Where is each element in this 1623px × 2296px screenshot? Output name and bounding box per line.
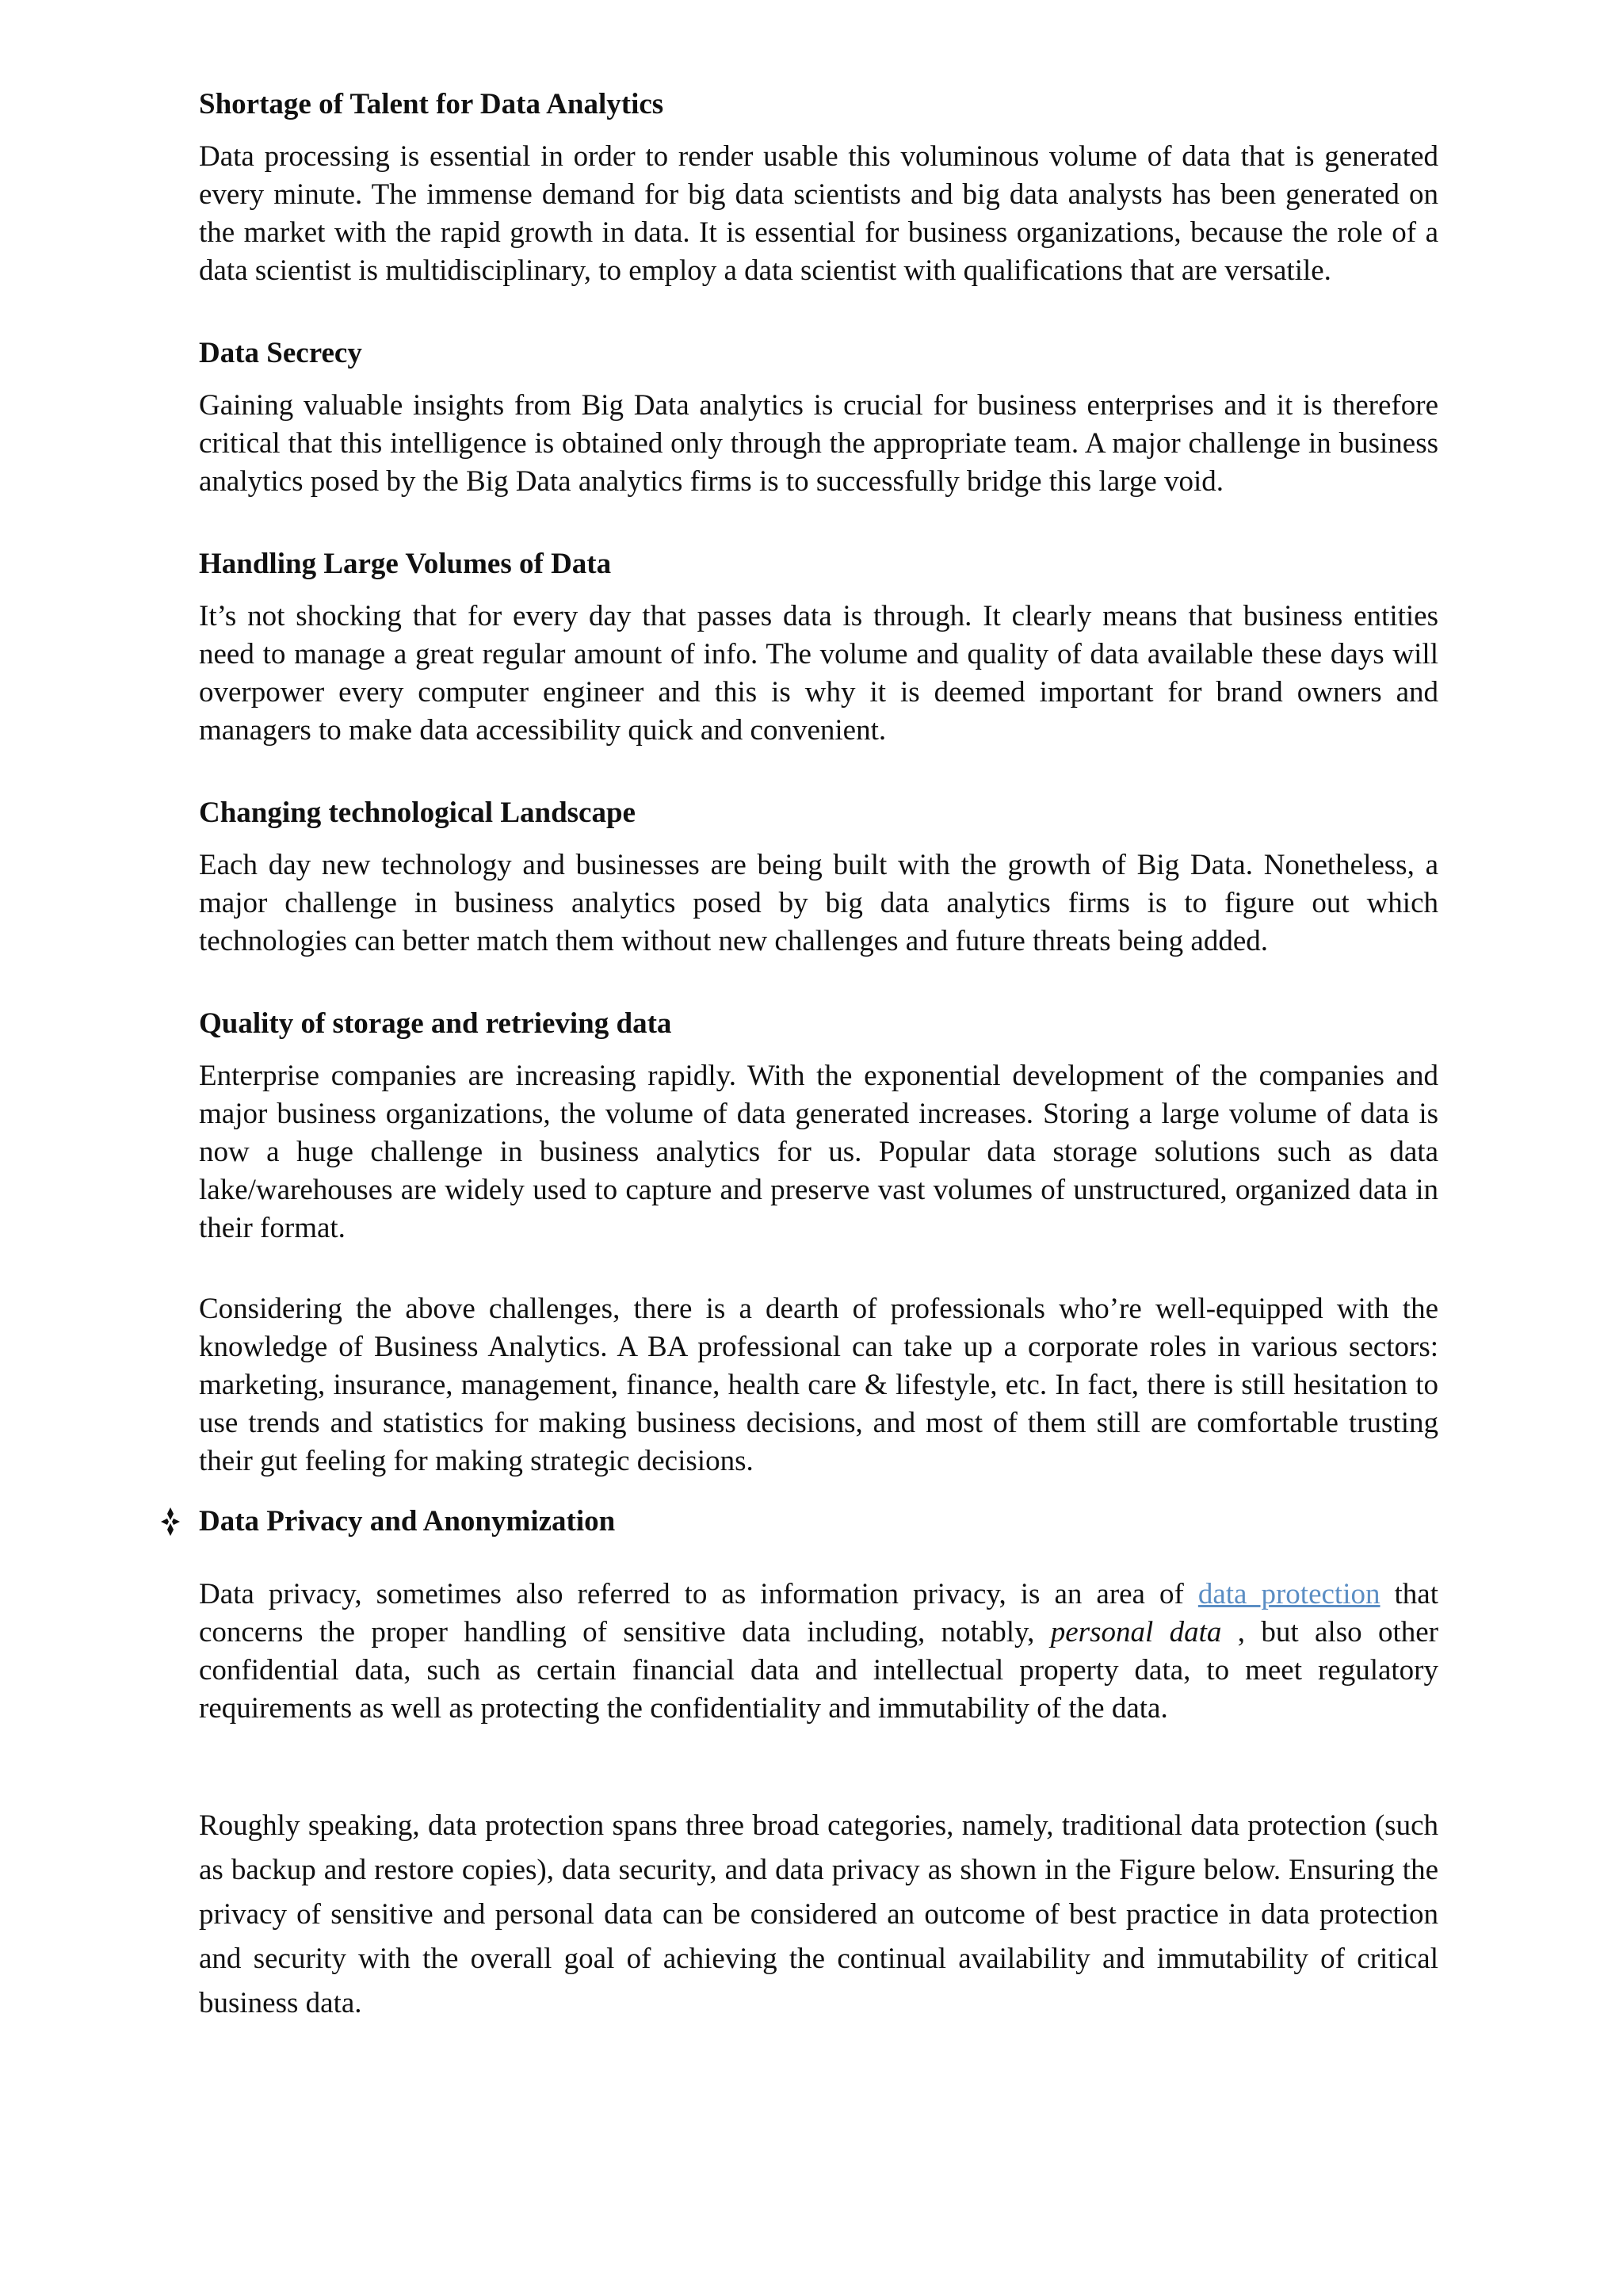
section-tech-landscape — [199, 794, 1438, 961]
privacy-text: Data privacy, sometimes also referred to as information privacy, is an area of — [199, 1578, 1198, 1610]
closing-paragraph: Considering the above challenges, there is a dearth of professionals who’re well-equipped with the knowledge of Business Analytics. A BA professional can take up a corporate roles in various sectors: marketing, insurance, management, finance, health care & lifestyle, etc. In fact, there is still hesitation to use trends and statistics for making business decisions, and most of them still are comfortable trusting their gut feeling for making strategic decisions. — [199, 1293, 1438, 1477]
section-storage-quality — [199, 1005, 1438, 1247]
diamond-bullet-icon — [155, 1503, 186, 1541]
section-paragraph: Gaining valuable insights from Big Data analytics is crucial for business enterprises and it is therefore critical that this intelligence is obtained only through the appropriate team. A major challenge in business analytics posed by the Big Data analytics firms is to successfully bridge this large void. — [199, 389, 1438, 498]
section-paragraph: Enterprise companies are increasing rapidly. With the exponential development of the companies and major business organizations, the volume of data generated increases. Storing a large volume of data is now a huge challenge in business analytics for us. Popular data storage solutions such as data lake/warehouses are widely used to capture and preserve vast volumes of unstructured, organized data in their format. — [199, 1060, 1438, 1244]
section-paragraph: Each day new technology and businesses are being built with the growth of Big Data. Nonetheless, a major challenge in business analytics posed by big data analytics firms is to figure out which technologies can better match them without new challenges and future threats being added. — [199, 849, 1438, 957]
section-heading: Data Secrecy — [199, 337, 362, 369]
privacy-paragraph — [199, 1576, 1438, 1728]
personal-data-emphasis: personal data — [1050, 1616, 1222, 1648]
section-large-volumes — [199, 545, 1438, 750]
document-page — [199, 86, 1438, 2026]
section-data-secrecy — [199, 334, 1438, 501]
section-heading: Quality of storage and retrieving data — [199, 1007, 672, 1040]
privacy-heading — [155, 1503, 1438, 1541]
section-talent-shortage — [199, 86, 1438, 290]
section-heading: Changing technological Landscape — [199, 797, 636, 829]
section-paragraph: It’s not shocking that for every day that passes data is through. It clearly means that business entities need to manage a great regular amount of info. The volume and quality of data available these days will overpower every computer engineer and this is why it is deemed important for brand owners and managers to make data accessibility quick and convenient. — [199, 600, 1438, 747]
data-protection-paragraph: Roughly speaking, data protection spans three broad categories, namely, traditional data protection (such as backup and restore copies), data security, and data privacy as shown in the Figure below. Ensuring the privacy of sensitive and personal data can be considered an outcome of best practice in data protection and security with the overall goal of achieving the continual availability and immutability of critical business data. — [199, 1809, 1438, 2019]
data-protection-link[interactable]: data protection — [1197, 1578, 1381, 1610]
privacy-text: , but also other confidential data, such as certain financial data and intellectual property data, to meet regulatory requirements as well as protecting the confidentiality and immutability of the data. — [199, 1616, 1438, 1725]
section-paragraph: Data processing is essential in order to render usable this voluminous volume of data that is generated every minute. The immense demand for big data scientists and big data analysts has been generated on the market with the rapid growth in data. It is essential for business organizations, because the role of a data scientist is multidisciplinary, to employ a data scientist with qualifications that are versatile. — [199, 140, 1438, 287]
section-heading: Shortage of Talent for Data Analytics — [199, 88, 664, 120]
section-heading: Handling Large Volumes of Data — [199, 548, 612, 580]
privacy-heading-text: Data Privacy and Anonymization — [199, 1505, 616, 1538]
privacy-text: that concerns the proper handling of sensitive data including, notably, — [199, 1578, 1438, 1648]
